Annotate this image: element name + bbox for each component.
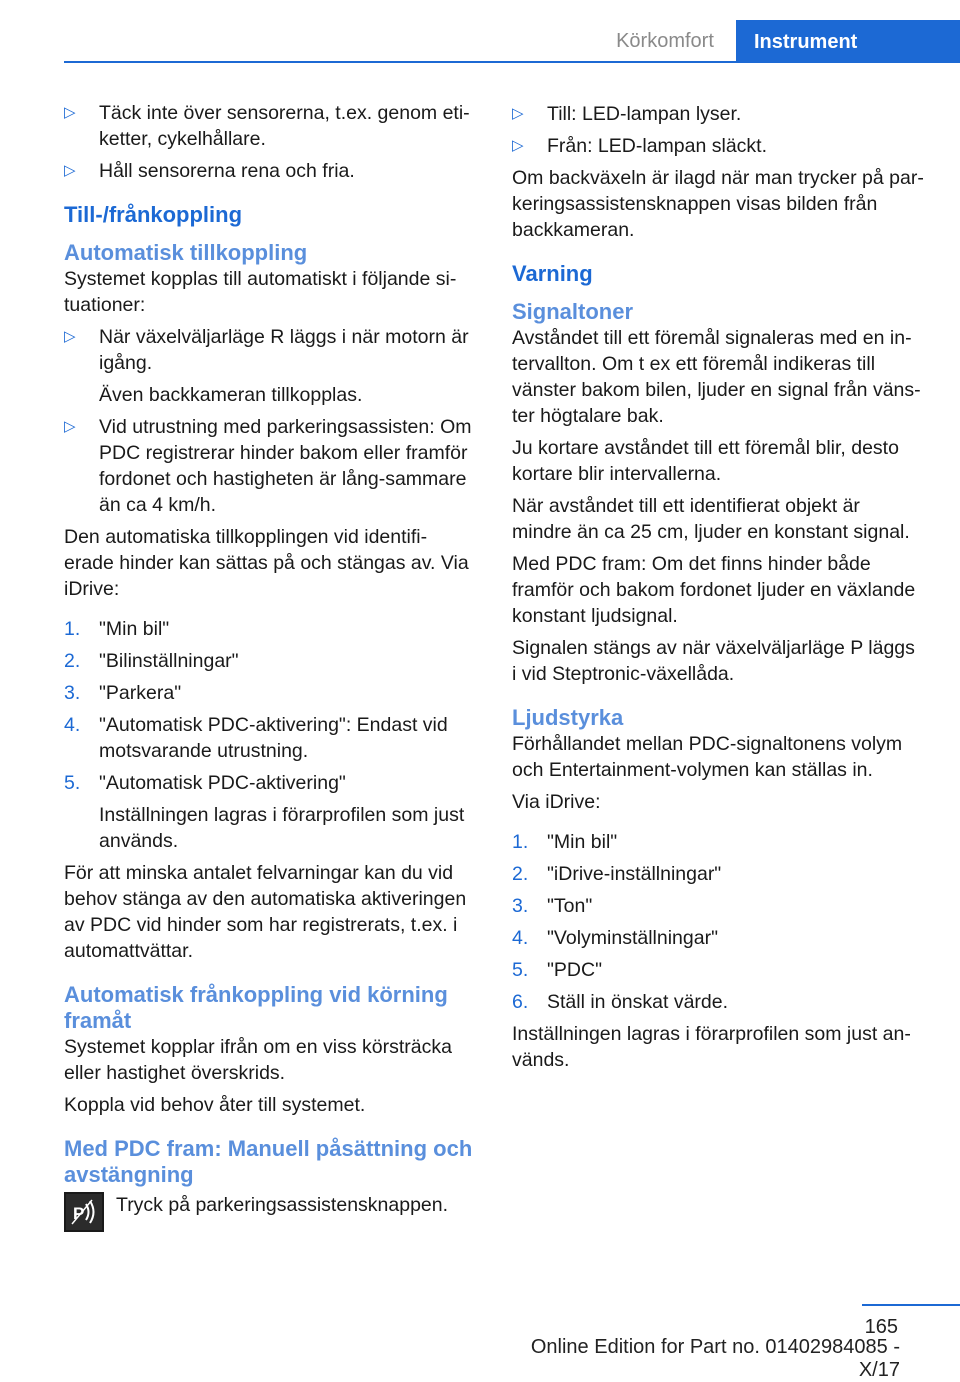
step-subtext: Inställningen lagras i förarprofilen som just används. [99, 804, 465, 852]
tab-korkomfort[interactable]: Körkomfort [616, 30, 714, 52]
step-item [512, 893, 924, 919]
paragraph-via: Via iDrive: [512, 791, 601, 813]
bullet-list-led [512, 101, 924, 159]
right-column [512, 101, 924, 1079]
step-item [64, 616, 476, 642]
paragraph-sig3: När avståndet till ett identifierat objekt är mindre än ca 25 cm, ljuder en konstant signal. [512, 495, 910, 543]
bullet-text: Till: LED-lampan lyser. [547, 103, 742, 125]
step-item [64, 648, 476, 674]
step-number: 5. [512, 959, 529, 981]
bullet-triangle-icon: ▷ [64, 328, 76, 345]
bullet-list-sensors [64, 100, 476, 184]
step-number: 3. [64, 682, 81, 704]
step-number: 1. [64, 618, 81, 640]
numbered-list-idrive [64, 616, 476, 854]
step-text: "Volyminställningar" [547, 927, 719, 949]
page-number: 165 [864, 1316, 898, 1338]
paragraph-sig2: Ju kortare avståndet till ett föremål blir, desto kortare blir intervallerna. [512, 437, 899, 485]
heading-varning: Varning [512, 261, 593, 286]
step-text: "Automatisk PDC-aktivering": Endast vid motsvarande utrustning. [99, 714, 448, 762]
paragraph-kopplar: Systemet kopplar ifrån om en viss körsträcka eller hastighet överskrids. [64, 1036, 452, 1084]
paragraph-minska: För att minska antalet felvarningar kan du vid behov stänga av den automatiska aktiveringen av PDC vid hinder som har registrerats, t.ex. i automattvättar. [64, 862, 467, 962]
paragraph-sig1: Avståndet till ett föremål signaleras med en in-tervallton. Om t ex ett föremål indikeras till vänster bakom bilen, ljuder en signal från väns-ter högtalare bak. [512, 327, 921, 427]
bullet-text: Håll sensorerna rena och fria. [99, 160, 355, 182]
heading-ljudstyrka: Ljudstyrka [512, 705, 624, 730]
step-number: 4. [64, 714, 81, 736]
step-number: 4. [512, 927, 529, 949]
step-text: "iDrive-inställningar" [547, 863, 722, 885]
step-item [512, 829, 924, 855]
step-text: "Parkera" [99, 682, 182, 704]
bullet-triangle-icon: ▷ [64, 104, 76, 121]
page-header [0, 0, 960, 62]
bullet-triangle-icon: ▷ [64, 418, 76, 435]
bullet-item [64, 100, 476, 152]
step-item [64, 712, 476, 764]
paragraph-sig5: Signalen stängs av när växelväljarläge P läggs i vid Steptronic-växellåda. [512, 637, 915, 685]
step-number: 6. [512, 991, 529, 1013]
bullet-item [64, 158, 476, 184]
step-text: "Min bil" [99, 618, 170, 640]
bullet-item [64, 414, 476, 518]
step-item [64, 680, 476, 706]
heading-auto-tillkoppling: Automatisk tillkoppling [64, 240, 308, 265]
parking-assist-button-icon [64, 1192, 104, 1232]
paragraph-auto: Den automatiska tillkopplingen vid identifi-erade hinder kan sättas på och stängas av. Via iDrive: [64, 526, 469, 600]
paragraph-tryck: Tryck på parkeringsassistensknappen. [116, 1194, 449, 1216]
heading-auto-frankoppling: Automatisk frånkoppling vid körning framåt [64, 982, 448, 1033]
step-number: 5. [64, 772, 81, 794]
bullet-item [512, 133, 924, 159]
step-text: "Bilinställningar" [99, 650, 239, 672]
step-item [512, 861, 924, 887]
paragraph-back: Om backväxeln är ilagd när man trycker på par-keringsassistensknappen visas bilden från backkameran. [512, 167, 924, 241]
tab-instrument[interactable]: Instrument [736, 20, 960, 63]
step-text: "PDC" [547, 959, 603, 981]
step-text: "Automatisk PDC-aktivering" [99, 772, 346, 794]
step-item [512, 957, 924, 983]
bullet-text: Vid utrustning med parkeringsassisten: Om PDC registrerar hinder bakom eller framför fordonet och hastigheten är lång-sammare än ca 4 km/h. [99, 416, 472, 516]
step-text: "Min bil" [547, 831, 618, 853]
step-number: 1. [512, 831, 529, 853]
bullet-text: Från: LED-lampan släckt. [547, 135, 767, 157]
heading-signaltoner: Signaltoner [512, 299, 634, 324]
step-text: "Ton" [547, 895, 593, 917]
bullet-triangle-icon: ▷ [512, 105, 524, 122]
paragraph-system: Systemet kopplas till automatiskt i följande si-tuationer: [64, 268, 457, 316]
heading-manuell: Med PDC fram: Manuell påsättning och avstängning [64, 1136, 473, 1187]
left-column [64, 100, 476, 1234]
header-rule [64, 61, 960, 63]
step-item [512, 989, 924, 1015]
heading-till-fran: Till-/frånkoppling [64, 202, 243, 227]
footer-edition: Online Edition for Part no. 01402984085 - X/17 [530, 1336, 900, 1381]
numbered-list-ljud [512, 829, 924, 1015]
bullet-item [512, 101, 924, 127]
step-item [512, 925, 924, 951]
step-number: 2. [512, 863, 529, 885]
paragraph-koppla: Koppla vid behov åter till systemet. [64, 1094, 366, 1116]
paragraph-lagras: Inställningen lagras i förarprofilen som just an-vänds. [512, 1023, 911, 1071]
bullet-text: Täck inte över sensorerna, t.ex. genom eti-ketter, cykelhållare. [99, 102, 470, 150]
step-number: 2. [64, 650, 81, 672]
step-item [64, 770, 476, 854]
paragraph-ljud: Förhållandet mellan PDC-signaltonens volym och Entertainment-volymen kan ställas in. [512, 733, 903, 781]
bullet-triangle-icon: ▷ [64, 162, 76, 179]
bullet-item [64, 324, 476, 408]
bullet-list-situations [64, 324, 476, 518]
bullet-subtext: Även backkameran tillkopplas. [99, 384, 363, 406]
bullet-triangle-icon: ▷ [512, 137, 524, 154]
instruction-parking-button [64, 1192, 476, 1234]
paragraph-sig4: Med PDC fram: Om det finns hinder både framför och bakom fordonet ljuder en växlande konstant ljudsignal. [512, 553, 916, 627]
bullet-text: När växelväljarläge R läggs i när motorn är igång. [99, 326, 469, 374]
step-text: Ställ in önskat värde. [547, 991, 729, 1013]
footer-rule [862, 1304, 960, 1306]
svg-text:P: P [73, 1204, 85, 1223]
step-number: 3. [512, 895, 529, 917]
